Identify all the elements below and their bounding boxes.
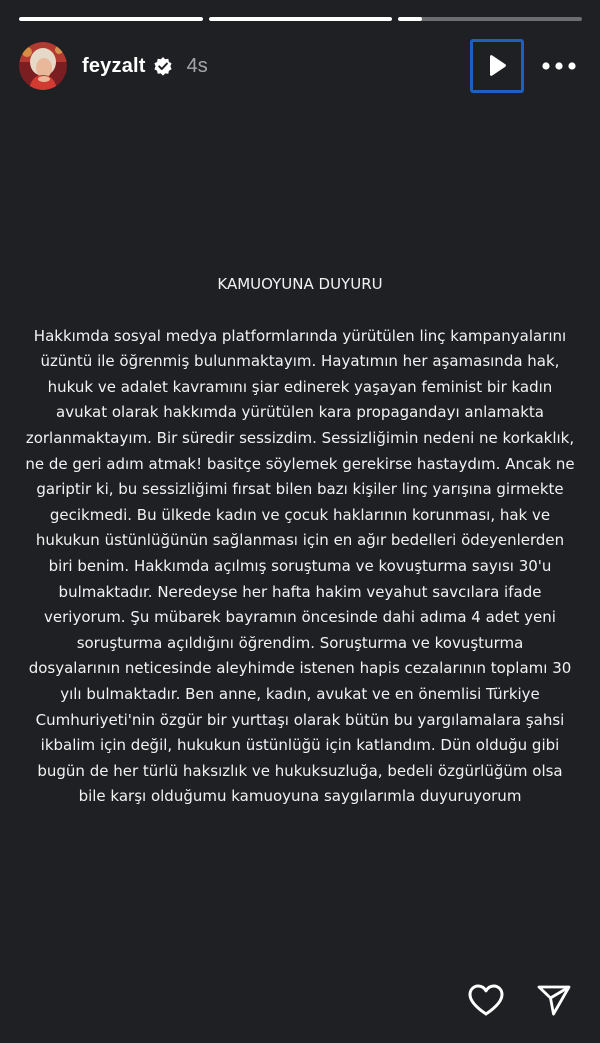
announcement-line: ikbalim için değil, hukukun üstünlüğü için katlandım. Dün olduğu gibi <box>40 736 560 755</box>
more-options-button[interactable] <box>536 46 582 86</box>
story-progress-fill <box>398 17 422 21</box>
username[interactable]: feyzalt <box>82 54 146 77</box>
announcement-line: Hakkımda sosyal medya platformlarında yürütülen linç kampanyalarını <box>33 326 567 345</box>
announcement-line: bile karşı olduğumu kamuoyuna saygılarımla duyuruyorum <box>78 787 522 806</box>
announcement-line: hukuk ve adalet kavramını şiar edinerek yaşayan feminist bir kadın <box>47 377 553 396</box>
story-header <box>19 40 582 92</box>
announcement-line: biri benim. Hakkımda açılmış soruştuma ve kovuşturma sayısı 30'u <box>48 556 552 575</box>
like-button[interactable] <box>466 980 506 1020</box>
announcement-line: gariptir ki, bu sessizliğimi fırsat bilen bazı kişiler linç yarışına girmekte <box>36 480 564 499</box>
story-progress-bar <box>19 17 582 21</box>
announcement-line: gecikmedi. Bu ülkede kadın ve çocuk haklarının korunması, hak ve <box>49 505 551 524</box>
timestamp: 4s <box>186 54 208 77</box>
avatar[interactable] <box>19 42 67 90</box>
announcement-line: bugün de her türlü haksızlık ve hukuksuzluğa, bedeli özgürlüğüm olsa <box>37 761 563 780</box>
announcement-line: üzüntü ile öğrenmiş bulunmaktayım. Hayatımın her aşamasında hak, <box>40 352 560 371</box>
story-footer-actions <box>466 980 574 1020</box>
announcement-title: KAMUOYUNA DUYURU <box>217 275 383 293</box>
verified-badge-icon <box>153 56 173 76</box>
send-icon <box>536 983 572 1017</box>
announcement-line: Cumhuriyeti'nin özgür bir yurttaşı olarak bütün bu yargılamalara şahsi <box>35 710 565 729</box>
announcement-line: hukukun üstünlüğünün sağlanması için en ağır bedelleri ödeyenlerden <box>35 531 565 550</box>
announcement-line: avukat olarak hakkımda yürütülen kara propagandayı anlamakta <box>56 403 544 422</box>
announcement-line: bulmaktadır. Neredeyse her hafta hakim veyahut savcılara ifade <box>58 582 542 601</box>
announcement-line: zorlanmaktayım. Bir süredir sessizdim. Sessizliğimin nedeni ne korkaklık, <box>25 428 575 447</box>
story-progress-segment <box>398 17 582 21</box>
announcement-line: dosyalarının neticesinde aleyhimde istenen hapis cezalarının toplamı 30 <box>28 659 572 678</box>
announcement-line: ne de geri adım atmak! basitçe söylemek gerekirse hastaydım. Ancak ne <box>25 454 575 473</box>
story-text-content <box>20 272 580 810</box>
play-icon <box>486 54 508 78</box>
story-progress-fill <box>19 17 203 21</box>
heart-icon <box>467 983 505 1017</box>
announcement-body <box>20 324 580 810</box>
announcement-line: yılı bulmaktadır. Ben anne, kadın, avukat ve en önemlisi Türkiye <box>60 684 540 703</box>
announcement-line: soruşturma açıldığını öğrendim. Soruşturma ve kovuşturma <box>76 633 524 652</box>
more-icon <box>542 62 576 70</box>
announcement-line: veriyorum. Şu mübarek bayramın öncesinde dahi adıma 4 adet yeni <box>44 608 556 627</box>
story-progress-segment <box>19 17 203 21</box>
share-button[interactable] <box>534 980 574 1020</box>
avatar-image <box>19 42 67 90</box>
play-button[interactable] <box>470 39 524 93</box>
story-progress-segment <box>209 17 393 21</box>
story-progress-fill <box>209 17 393 21</box>
